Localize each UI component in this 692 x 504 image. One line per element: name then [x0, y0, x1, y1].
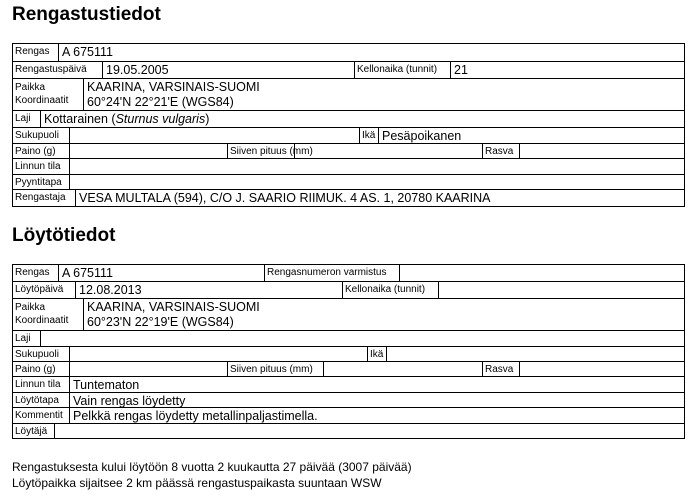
- ringer-value: VESA MULTALA (594), C/O J. SAARIO RIIMUK. 4 AS. 1, 20780 KAARINA: [75, 190, 684, 206]
- finding-wing-label: Siiven pituus (mm): [227, 362, 323, 376]
- finding-place-row: [13, 298, 684, 330]
- finding-place-labels: [13, 299, 83, 330]
- ringing-ring-row: [13, 44, 684, 61]
- ringing-place-row: [13, 78, 684, 110]
- finding-method-label: Löytötapa: [15, 395, 59, 406]
- ringing-coord-value: 60°24'N 22°21'E (WGS84): [87, 95, 234, 109]
- ringer-label: Rengastaja: [15, 192, 66, 203]
- finder-value: [54, 424, 684, 438]
- ringing-coord-label: Koordinaatit: [15, 95, 69, 106]
- finding-weight-label: Paino (g): [15, 364, 56, 375]
- summary-distance: Löytöpaikka sijaitsee 2 km päässä rengastuspaikasta suuntaan WSW: [12, 476, 382, 490]
- ringing-weight-label: Paino (g): [15, 146, 56, 157]
- finding-ring-row: [13, 265, 684, 281]
- finder-label: Löytäjä: [15, 426, 48, 437]
- finding-condition-row: [13, 376, 684, 392]
- ring-value: A 675111: [58, 44, 684, 61]
- finding-method-row: [13, 392, 684, 407]
- ringing-wing-label: Siiven pituus (mm): [227, 144, 294, 158]
- ring-label: Rengas: [15, 46, 50, 57]
- ringing-species-value: Kottarainen (Sturnus vulgaris): [40, 111, 684, 127]
- ringing-place-values: [83, 79, 684, 110]
- ringing-species-row: [13, 110, 684, 127]
- finding-age-label: Ikä: [367, 347, 386, 361]
- ringing-method-label: Pyyntitapa: [15, 177, 62, 188]
- ringing-sex-value: [69, 128, 359, 143]
- finding-condition-label: Linnun tila: [15, 379, 61, 390]
- finding-condition-value: Tuntematon: [69, 377, 684, 392]
- finding-sex-value: [69, 347, 367, 361]
- finding-place-value: KAARINA, VARSINAIS-SUOMI: [87, 300, 260, 314]
- finding-date-value: 12.08.2013: [75, 282, 342, 298]
- finding-species-row: [13, 330, 684, 346]
- finding-ring-value: A 675111: [58, 265, 264, 281]
- finding-weight-value: [69, 362, 227, 376]
- finding-fat-label: Rasva: [482, 362, 519, 376]
- ringing-ringer-row: [13, 189, 684, 206]
- finding-time-label: Kellonaika (tunnit): [342, 282, 438, 298]
- ringing-form: [12, 43, 685, 207]
- summary-elapsed-time: Rengastuksesta kului löytöön 8 vuotta 2 kuukautta 27 päivää (3007 päivää): [12, 460, 412, 474]
- finding-wing-value: [323, 362, 482, 376]
- ringing-species-label: Laji: [15, 113, 31, 124]
- comments-value: Pelkkä rengas löydetty metallinpaljastimella.: [69, 408, 684, 423]
- finding-species-label: Laji: [15, 333, 31, 344]
- finding-coord-label: Koordinaatit: [15, 315, 69, 326]
- finding-method-value: Vain rengas löydetty: [69, 393, 684, 407]
- finding-species-value: [40, 331, 684, 346]
- ringing-place-labels: [13, 79, 83, 110]
- ringing-date-value: 19.05.2005: [102, 62, 354, 78]
- ringing-place-value: KAARINA, VARSINAIS-SUOMI: [87, 80, 260, 94]
- ringing-section-title: Rengastustiedot: [12, 4, 161, 25]
- finding-form: [12, 264, 685, 439]
- comments-label: Kommentit: [15, 410, 63, 421]
- ringing-place-label: Paikka: [15, 82, 46, 93]
- finding-age-value: [386, 347, 684, 361]
- ringing-wing-value: [294, 144, 482, 158]
- finding-time-value: [438, 282, 684, 298]
- ringing-time-label: Kellonaika (tunnit): [354, 62, 450, 78]
- ringing-method-row: [13, 174, 684, 189]
- ringing-condition-label: Linnun tila: [15, 161, 61, 172]
- ringing-sex-label: Sukupuoli: [15, 130, 59, 141]
- ringing-measure-row: [13, 143, 684, 158]
- ringing-date-label: Rengastuspäivä: [15, 64, 87, 75]
- ringing-age-value: Pesäpoikanen: [378, 128, 684, 143]
- finding-coord-value: 60°23'N 22°19'E (WGS84): [87, 315, 234, 329]
- ringing-fat-label: Rasva: [482, 144, 519, 158]
- finding-ring-label: Rengas: [15, 267, 50, 278]
- ringing-condition-row: [13, 158, 684, 174]
- ringing-age-label: Ikä: [359, 128, 378, 143]
- species-common-name: Kottarainen: [44, 112, 108, 126]
- finding-measure-row: [13, 361, 684, 376]
- finding-finder-row: [13, 423, 684, 438]
- species-latin-name: Sturnus vulgaris: [115, 112, 206, 126]
- ringing-fat-value: [519, 144, 684, 158]
- finding-sex-row: [13, 346, 684, 361]
- finding-comments-row: [13, 407, 684, 423]
- ringing-time-value: 21: [450, 62, 684, 78]
- ringing-condition-value: [69, 159, 684, 174]
- finding-section-title: Löytötiedot: [12, 225, 116, 246]
- ring-verify-value: [399, 265, 684, 281]
- ringing-weight-value: [69, 144, 227, 158]
- finding-date-row: [13, 281, 684, 298]
- ringing-sex-row: [13, 127, 684, 143]
- finding-place-label: Paikka: [15, 302, 46, 313]
- finding-place-values: [83, 299, 684, 330]
- ring-verify-label: Rengasnumeron varmistus: [264, 265, 399, 281]
- finding-date-label: Löytöpäivä: [15, 284, 64, 295]
- ringing-date-row: [13, 61, 684, 78]
- ringing-method-value: [69, 175, 684, 189]
- finding-sex-label: Sukupuoli: [15, 349, 59, 360]
- finding-fat-value: [519, 362, 684, 376]
